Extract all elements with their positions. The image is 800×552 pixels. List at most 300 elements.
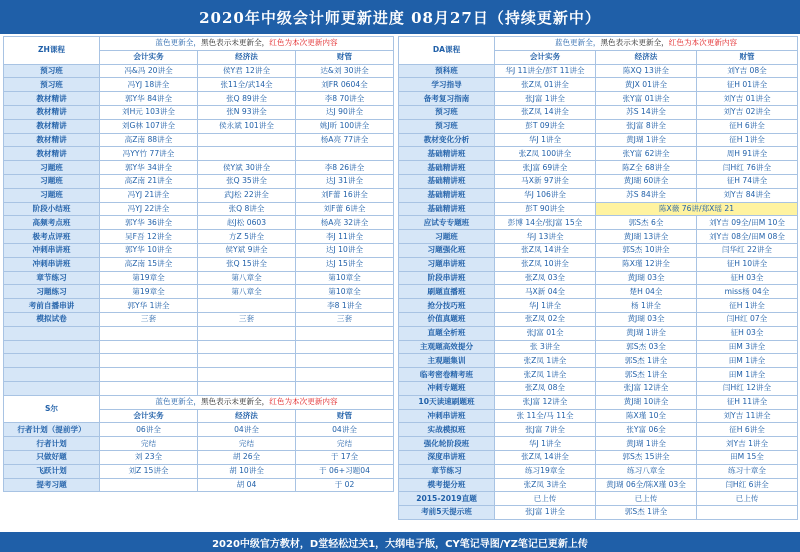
table-cell: 侯Y君 12讲全 bbox=[198, 64, 296, 78]
table-row bbox=[4, 202, 394, 216]
table-cell: 黄JX 01讲全 bbox=[596, 78, 697, 92]
table-cell: miss杨 04全 bbox=[697, 285, 798, 299]
row-label: 预科班 bbox=[399, 64, 495, 78]
table-cell: 冯YJ 18讲全 bbox=[100, 78, 198, 92]
legend-red: 红色为本次更新内容 bbox=[668, 38, 738, 48]
table-cell: 张Q 15讲全 bbox=[198, 257, 296, 271]
table-cell: 郭S杰 1讲全 bbox=[596, 506, 697, 520]
table-cell: 华J 1讲全 bbox=[495, 299, 596, 313]
column-header: 财管 bbox=[697, 50, 798, 64]
table-cell: 郭S杰 15讲全 bbox=[596, 450, 697, 464]
table-row bbox=[399, 78, 798, 92]
table-row bbox=[399, 340, 798, 354]
table-cell: 刘H元 103讲全 bbox=[100, 105, 198, 119]
table-row bbox=[4, 450, 394, 464]
table-row bbox=[4, 174, 394, 188]
table-cell: 华J 1讲全 bbox=[495, 437, 596, 451]
table-cell bbox=[296, 381, 394, 395]
table-cell: 张Z凤 14讲全 bbox=[495, 450, 596, 464]
table-cell: 第19章全 bbox=[100, 271, 198, 285]
table-cell: 张J富 8讲全 bbox=[596, 119, 697, 133]
table-row bbox=[399, 161, 798, 175]
table-cell: 高Z南 15讲全 bbox=[100, 257, 198, 271]
table-cell: 黄J瑚 1讲全 bbox=[596, 133, 697, 147]
table-cell: 胡 10讲全 bbox=[198, 464, 296, 478]
table-row bbox=[4, 381, 394, 395]
table-cell: 田M 1讲全 bbox=[697, 368, 798, 382]
table-row bbox=[399, 299, 798, 313]
table-row bbox=[4, 188, 394, 202]
legend bbox=[100, 395, 394, 409]
legend-black: 黑色表示未更新全， bbox=[200, 38, 270, 48]
table-cell: 吴F吾 12讲全 bbox=[100, 230, 198, 244]
table-cell bbox=[198, 381, 296, 395]
table-cell: 练习八章全 bbox=[596, 464, 697, 478]
table-cell: 华J 106讲全 bbox=[495, 188, 596, 202]
section-name: ZH课程 bbox=[4, 37, 100, 65]
table-cell: 三套 bbox=[198, 312, 296, 326]
table-cell: 陈XQ 13讲全 bbox=[596, 64, 697, 78]
table-cell: 刘Y吉 11讲全 bbox=[697, 409, 798, 423]
table-row bbox=[4, 437, 394, 451]
table-cell: 已上传 bbox=[697, 492, 798, 506]
table-cell: 胡 26全 bbox=[198, 450, 296, 464]
column-header: 财管 bbox=[296, 50, 394, 64]
table-cell bbox=[100, 326, 198, 340]
row-label: 习题强化班 bbox=[399, 243, 495, 257]
table-cell: 郭Y华 36讲全 bbox=[100, 216, 198, 230]
row-label bbox=[4, 368, 100, 382]
table-cell: 04讲全 bbox=[198, 423, 296, 437]
row-label: 10天读速刷题班 bbox=[399, 395, 495, 409]
table-cell: 郭Y华 84讲全 bbox=[100, 92, 198, 106]
table-cell bbox=[100, 381, 198, 395]
zh-course-table bbox=[3, 36, 394, 492]
table-cell: 冯&冯 20讲全 bbox=[100, 64, 198, 78]
table-cell: 方Z 5讲全 bbox=[198, 230, 296, 244]
table-cell: 胡 04 bbox=[198, 478, 296, 492]
table-row bbox=[399, 409, 798, 423]
section-name: S尔 bbox=[4, 395, 100, 423]
table-cell: 张Z凤 14讲全 bbox=[495, 243, 596, 257]
table-cell bbox=[198, 299, 296, 313]
table-cell: 彭T 90讲全 bbox=[495, 202, 596, 216]
row-label: 预习班 bbox=[4, 64, 100, 78]
row-label: 只做好题 bbox=[4, 450, 100, 464]
table-cell: 三套 bbox=[296, 312, 394, 326]
table-cell: 张Z凤 02全 bbox=[495, 312, 596, 326]
legend-blue: 蓝色更新全， bbox=[554, 38, 601, 48]
table-row bbox=[4, 340, 394, 354]
table-cell: 郭Y华 1讲全 bbox=[100, 299, 198, 313]
table-cell: 张J富 12讲全 bbox=[495, 395, 596, 409]
table-row bbox=[399, 506, 798, 520]
table-cell: 侯Y斌 9讲全 bbox=[198, 243, 296, 257]
row-label: 高频考点班 bbox=[4, 216, 100, 230]
table-cell: 已上传 bbox=[596, 492, 697, 506]
table-cell: 完结 bbox=[100, 437, 198, 451]
table-row bbox=[399, 395, 798, 409]
table-row bbox=[4, 312, 394, 326]
table-cell: 三套 bbox=[100, 312, 198, 326]
section-header-row bbox=[4, 37, 394, 51]
row-label: 行者计划 bbox=[4, 437, 100, 451]
table-row bbox=[399, 105, 798, 119]
table-row bbox=[399, 368, 798, 382]
table-cell: 杨 1讲全 bbox=[596, 299, 697, 313]
table-cell: 张Z凤 1讲全 bbox=[495, 368, 596, 382]
table-cell: 征H 1讲全 bbox=[697, 299, 798, 313]
table-cell: 达J 10讲全 bbox=[296, 243, 394, 257]
table-cell: 马X新 04全 bbox=[495, 285, 596, 299]
table-row bbox=[399, 188, 798, 202]
table-row bbox=[4, 354, 394, 368]
table-cell: 征H 6讲全 bbox=[697, 119, 798, 133]
row-label: 主观题高效提分 bbox=[399, 340, 495, 354]
table-cell: 张Z凤 03全 bbox=[495, 271, 596, 285]
row-label: 模拟试卷 bbox=[4, 312, 100, 326]
table-row bbox=[4, 464, 394, 478]
table-cell: 达J 90讲全 bbox=[296, 105, 394, 119]
table-row bbox=[4, 64, 394, 78]
section-header-row bbox=[4, 395, 394, 409]
table-cell: 04讲全 bbox=[296, 423, 394, 437]
table-cell: 田M 15全 bbox=[697, 450, 798, 464]
row-label: 冲刺串讲班 bbox=[4, 257, 100, 271]
section-name: DA课程 bbox=[399, 37, 495, 65]
row-label: 教材变化分析 bbox=[399, 133, 495, 147]
table-row bbox=[399, 312, 798, 326]
table-row bbox=[4, 478, 394, 492]
table-cell bbox=[198, 354, 296, 368]
table-cell: 郭S杰 03全 bbox=[596, 340, 697, 354]
table-row bbox=[399, 119, 798, 133]
table-cell: 赵J松 0603 bbox=[198, 216, 296, 230]
column-header: 财管 bbox=[296, 409, 394, 423]
table-cell: 陈Z全 68讲全 bbox=[596, 161, 697, 175]
row-label: 飞跃计划 bbox=[4, 464, 100, 478]
table-row bbox=[4, 368, 394, 382]
table-cell: 征H 03全 bbox=[697, 326, 798, 340]
table-row bbox=[399, 450, 798, 464]
table-cell: 苏S 14讲全 bbox=[596, 105, 697, 119]
table-cell: 张J富 1讲全 bbox=[495, 506, 596, 520]
table-row bbox=[399, 326, 798, 340]
table-cell: 刘G林 107讲全 bbox=[100, 119, 198, 133]
table-cell: 黄J瑚 03全 bbox=[596, 312, 697, 326]
table-row bbox=[399, 381, 798, 395]
table-cell: 闫H红 07全 bbox=[697, 312, 798, 326]
table-cell: 达J 15讲全 bbox=[296, 257, 394, 271]
row-label: 价值真题班 bbox=[399, 312, 495, 326]
legend-blue: 蓝色更新全， bbox=[155, 38, 201, 48]
table-cell bbox=[198, 368, 296, 382]
legend-black: 黑色表示未更新全， bbox=[600, 38, 669, 48]
table-cell: 李8 1讲全 bbox=[296, 299, 394, 313]
table-cell: 于 02 bbox=[296, 478, 394, 492]
table-row bbox=[4, 271, 394, 285]
table-cell: 刘Z 15讲全 bbox=[100, 464, 198, 478]
table-cell: 陈X薇 76讲/郑X瑶 21 bbox=[596, 202, 798, 216]
table-cell: 李J 11讲全 bbox=[296, 230, 394, 244]
row-label: 习题班 bbox=[399, 230, 495, 244]
legend-black: 黑色表示未更新全， bbox=[200, 397, 270, 407]
row-label: 章节练习 bbox=[4, 271, 100, 285]
table-cell: 张J富 1讲全 bbox=[495, 92, 596, 106]
legend bbox=[495, 37, 798, 51]
table-cell: 冯YJ 21讲全 bbox=[100, 188, 198, 202]
table-row bbox=[399, 64, 798, 78]
table-cell: 侯Y斌 30讲全 bbox=[198, 161, 296, 175]
table-cell: 黄J瑚 1讲全 bbox=[596, 437, 697, 451]
table-cell: 刘Y吉 08全/田M 08全 bbox=[697, 230, 798, 244]
table-cell: 郭S杰 1讲全 bbox=[596, 354, 697, 368]
table-cell: 练习19章全 bbox=[495, 464, 596, 478]
row-label bbox=[4, 326, 100, 340]
table-cell: 冯YY竹 77讲全 bbox=[100, 147, 198, 161]
table-cell: 第八章全 bbox=[198, 285, 296, 299]
row-label: 预习班 bbox=[399, 105, 495, 119]
table-row bbox=[4, 92, 394, 106]
table-cell: 张Y富 01讲全 bbox=[596, 92, 697, 106]
table-cell bbox=[697, 506, 798, 520]
footer-note: 2020中级官方教材，D堂轻松过关1，大纲电子版，CY笔记导图/YZ笔记已更新上传 bbox=[0, 532, 800, 552]
row-label: 基础精讲班 bbox=[399, 202, 495, 216]
table-cell: 征H 11讲全 bbox=[697, 395, 798, 409]
table-row bbox=[4, 119, 394, 133]
table-cell: 第八章全 bbox=[198, 271, 296, 285]
row-label: 阶段小结班 bbox=[4, 202, 100, 216]
row-label: 考前5天提示班 bbox=[399, 506, 495, 520]
table-cell: 刘Y吉 02讲全 bbox=[697, 105, 798, 119]
table-cell: 刘F蕾 6讲全 bbox=[296, 202, 394, 216]
row-label: 预习班 bbox=[399, 119, 495, 133]
table-cell: 张Q 89讲全 bbox=[198, 92, 296, 106]
row-label: 阶段串讲班 bbox=[399, 271, 495, 285]
table-cell: 练习十章全 bbox=[697, 464, 798, 478]
table-row bbox=[399, 92, 798, 106]
row-label: 学习指导 bbox=[399, 78, 495, 92]
table-cell bbox=[296, 354, 394, 368]
row-label: 强化轮阶段班 bbox=[399, 437, 495, 451]
table-row bbox=[399, 230, 798, 244]
table-cell: 张J富 69讲全 bbox=[495, 161, 596, 175]
table-cell: 刘Y吉 84讲全 bbox=[697, 188, 798, 202]
table-cell: 杨A亮 77讲全 bbox=[296, 133, 394, 147]
column-header: 会计实务 bbox=[100, 409, 198, 423]
table-cell bbox=[198, 326, 296, 340]
table-cell: 郭S杰 6全 bbox=[596, 216, 697, 230]
table-row bbox=[4, 423, 394, 437]
table-cell: 第19章全 bbox=[100, 285, 198, 299]
row-label bbox=[4, 354, 100, 368]
column-header: 经济法 bbox=[596, 50, 697, 64]
table-row bbox=[399, 202, 798, 216]
row-label: 应试专专题班 bbox=[399, 216, 495, 230]
table-cell: 张Q 8讲全 bbox=[198, 202, 296, 216]
table-cell: 完结 bbox=[296, 437, 394, 451]
table-cell: 征H 03全 bbox=[697, 271, 798, 285]
row-label bbox=[4, 340, 100, 354]
table-cell: 楚H 04全 bbox=[596, 285, 697, 299]
table-cell: 闫华红 22讲全 bbox=[697, 243, 798, 257]
table-row bbox=[399, 147, 798, 161]
table-cell: 黄J瑚 10讲全 bbox=[596, 395, 697, 409]
table-cell: 张Q 35讲全 bbox=[198, 174, 296, 188]
table-cell: 华J 13讲全 bbox=[495, 230, 596, 244]
table-cell: 刘Y吉 08全 bbox=[697, 64, 798, 78]
table-cell: 完结 bbox=[198, 437, 296, 451]
table-row bbox=[4, 216, 394, 230]
table-cell: 李8 26讲全 bbox=[296, 161, 394, 175]
row-label: 基础精讲班 bbox=[399, 174, 495, 188]
table-cell: 刘Y吉 01讲全 bbox=[697, 92, 798, 106]
row-label: 习题串讲班 bbox=[399, 257, 495, 271]
table-cell: 征H 1讲全 bbox=[697, 133, 798, 147]
table-row bbox=[4, 78, 394, 92]
table-cell: 黄J瑚 1讲全 bbox=[596, 326, 697, 340]
table-cell: 华J 11讲全/彭T 11讲全 bbox=[495, 64, 596, 78]
table-cell bbox=[100, 354, 198, 368]
table-cell: 田M 3讲全 bbox=[697, 340, 798, 354]
legend-red: 红色为本次更新内容 bbox=[269, 397, 338, 407]
table-cell: 第10章全 bbox=[296, 285, 394, 299]
table-cell: 刘F蕾 16讲全 bbox=[296, 188, 394, 202]
table-cell: 陈X瑾 12讲全 bbox=[596, 257, 697, 271]
table-row bbox=[4, 299, 394, 313]
table-cell: 张Y富 06全 bbox=[596, 423, 697, 437]
table-row bbox=[399, 437, 798, 451]
row-label: 备考复习指南 bbox=[399, 92, 495, 106]
row-label: 刷题直播班 bbox=[399, 285, 495, 299]
row-label bbox=[4, 381, 100, 395]
table-row bbox=[399, 271, 798, 285]
table-cell: 侯永斌 101讲全 bbox=[198, 119, 296, 133]
table-row bbox=[399, 257, 798, 271]
legend bbox=[100, 37, 394, 51]
table-row bbox=[399, 478, 798, 492]
row-label: 主观题集训 bbox=[399, 354, 495, 368]
row-label: 冲刺串讲班 bbox=[4, 243, 100, 257]
row-label: 习题班 bbox=[4, 161, 100, 175]
table-row bbox=[399, 243, 798, 257]
table-cell bbox=[100, 340, 198, 354]
row-label: 预习班 bbox=[4, 78, 100, 92]
table-cell: 刘FR 0604全 bbox=[296, 78, 394, 92]
table-cell: 田M 1讲全 bbox=[697, 354, 798, 368]
table-cell bbox=[198, 340, 296, 354]
table-cell: 征H 10讲全 bbox=[697, 257, 798, 271]
table-cell: 郭Y华 34讲全 bbox=[100, 161, 198, 175]
table-cell: 闫H红 76讲全 bbox=[697, 161, 798, 175]
row-label: 教材精讲 bbox=[4, 147, 100, 161]
row-label: 冲刺串讲班 bbox=[399, 409, 495, 423]
table-row bbox=[4, 243, 394, 257]
table-cell: 黄J瑚 13讲全 bbox=[596, 230, 697, 244]
section-header-row bbox=[399, 37, 798, 51]
row-label: 冲刺专题班 bbox=[399, 381, 495, 395]
table-row bbox=[4, 105, 394, 119]
table-cell: 高Z南 88讲全 bbox=[100, 133, 198, 147]
row-label: 考前自播串讲 bbox=[4, 299, 100, 313]
table-row bbox=[4, 133, 394, 147]
table-cell bbox=[296, 340, 394, 354]
table-cell bbox=[198, 133, 296, 147]
table-cell: 达&刘 30讲全 bbox=[296, 64, 394, 78]
row-label: 教材精讲 bbox=[4, 133, 100, 147]
row-label: 习题练习 bbox=[4, 285, 100, 299]
table-cell: 冯YJ 22讲全 bbox=[100, 202, 198, 216]
column-header: 会计实务 bbox=[100, 50, 198, 64]
row-label: 极考点评班 bbox=[4, 230, 100, 244]
table-cell: 张J富 7讲全 bbox=[495, 423, 596, 437]
table-cell: 06讲全 bbox=[100, 423, 198, 437]
table-cell: 张11全/武14全 bbox=[198, 78, 296, 92]
row-label: 习题班 bbox=[4, 174, 100, 188]
table-cell: 郭Y华 10讲全 bbox=[100, 243, 198, 257]
table-cell: 第10章全 bbox=[296, 271, 394, 285]
table-row bbox=[399, 464, 798, 478]
row-label: 深度串讲班 bbox=[399, 450, 495, 464]
row-label: 习题班 bbox=[4, 188, 100, 202]
table-cell: 于 06+习题04 bbox=[296, 464, 394, 478]
table-cell: 黄J瑚 60讲全 bbox=[596, 174, 697, 188]
table-cell: 彭博 14全/张J富 15全 bbox=[495, 216, 596, 230]
table-row bbox=[4, 326, 394, 340]
page-title: 2020年中级会计师更新进度 08月27日（持续更新中） bbox=[0, 0, 800, 34]
row-label: 模考提分班 bbox=[399, 478, 495, 492]
table-row bbox=[4, 230, 394, 244]
row-label: 教材精讲 bbox=[4, 92, 100, 106]
row-label: 基础精讲班 bbox=[399, 161, 495, 175]
table-cell bbox=[296, 368, 394, 382]
row-label: 提考习题 bbox=[4, 478, 100, 492]
table-cell bbox=[100, 478, 198, 492]
table-row bbox=[4, 161, 394, 175]
row-label: 直题全析班 bbox=[399, 326, 495, 340]
table-cell: 姚J昕 100讲全 bbox=[296, 119, 394, 133]
table-row bbox=[399, 492, 798, 506]
table-cell: 张Z凤 1讲全 bbox=[495, 354, 596, 368]
column-header: 经济法 bbox=[198, 50, 296, 64]
table-cell: 征H 01讲全 bbox=[697, 78, 798, 92]
table-cell bbox=[296, 326, 394, 340]
table-cell: 张 11全/马 11全 bbox=[495, 409, 596, 423]
table-cell: 闫H红 6讲全 bbox=[697, 478, 798, 492]
table-cell: 张Z凤 14讲全 bbox=[495, 105, 596, 119]
table-cell: 陈X瑾 10全 bbox=[596, 409, 697, 423]
table-cell bbox=[296, 147, 394, 161]
row-label: 临考密卷精考班 bbox=[399, 368, 495, 382]
table-row bbox=[4, 285, 394, 299]
row-label: 抢分技巧班 bbox=[399, 299, 495, 313]
table-cell: 张N 93讲全 bbox=[198, 105, 296, 119]
table-cell: 张Z凤 3讲全 bbox=[495, 478, 596, 492]
table-cell: 于 17全 bbox=[296, 450, 394, 464]
column-header: 会计实务 bbox=[495, 50, 596, 64]
table-cell: 武J松 22讲全 bbox=[198, 188, 296, 202]
table-cell: 刘Y吉 1讲全 bbox=[697, 437, 798, 451]
column-header: 经济法 bbox=[198, 409, 296, 423]
table-cell: 刘 23全 bbox=[100, 450, 198, 464]
table-cell: 杨A亮 32讲全 bbox=[296, 216, 394, 230]
table-cell: 郭S杰 10讲全 bbox=[596, 243, 697, 257]
table-row bbox=[4, 147, 394, 161]
row-label: 行者计划（提前学） bbox=[4, 423, 100, 437]
table-cell: 张Z凤 10讲全 bbox=[495, 257, 596, 271]
table-cell bbox=[100, 368, 198, 382]
legend-blue: 蓝色更新全， bbox=[155, 397, 201, 407]
